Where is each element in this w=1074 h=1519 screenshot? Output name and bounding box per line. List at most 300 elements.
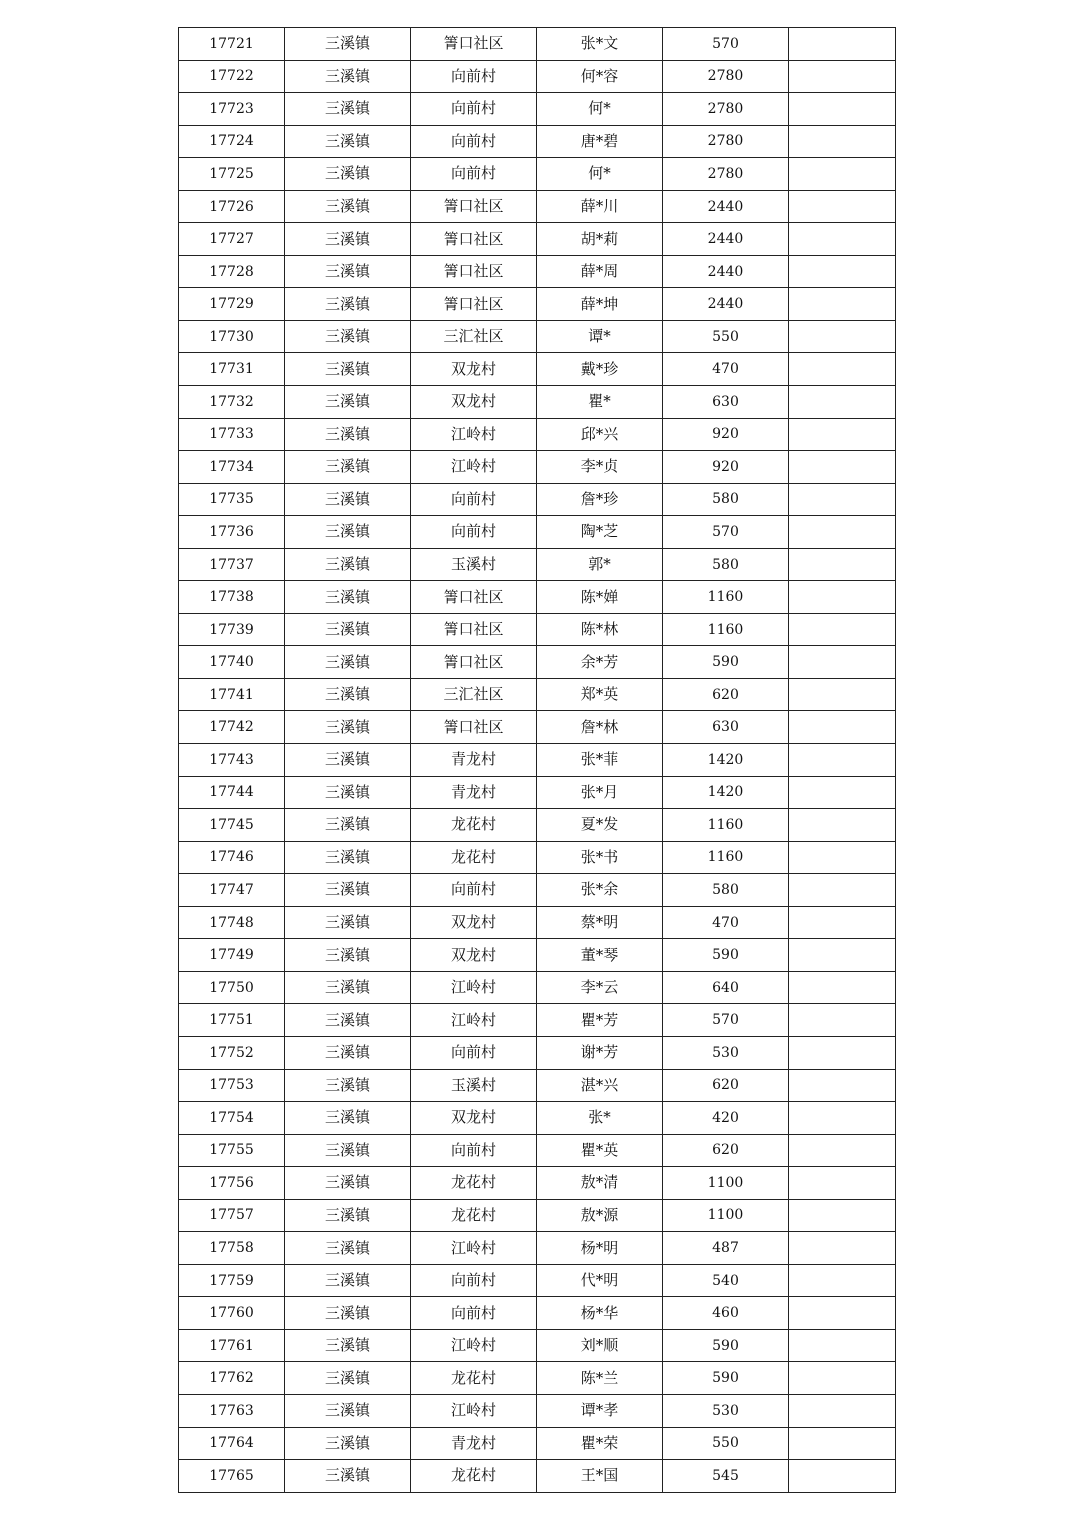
person-name-cell: 詹*珍 xyxy=(537,483,663,516)
town-cell: 三溪镇 xyxy=(285,1036,411,1069)
amount-cell: 590 xyxy=(663,1329,789,1362)
table-row xyxy=(179,418,896,451)
town-cell: 三溪镇 xyxy=(285,1297,411,1330)
table-row xyxy=(179,1362,896,1395)
amount-cell: 2780 xyxy=(663,158,789,191)
person-name-cell: 李*贞 xyxy=(537,451,663,484)
amount-cell: 2780 xyxy=(663,125,789,158)
records-table xyxy=(178,27,896,1493)
town-cell: 三溪镇 xyxy=(285,1427,411,1460)
town-cell: 三溪镇 xyxy=(285,678,411,711)
amount-cell: 570 xyxy=(663,516,789,549)
table-row xyxy=(179,158,896,191)
table-row xyxy=(179,711,896,744)
note-cell xyxy=(789,1167,896,1200)
person-name-cell: 谭*孝 xyxy=(537,1394,663,1427)
amount-cell: 530 xyxy=(663,1394,789,1427)
village-cell: 江岭村 xyxy=(411,1004,537,1037)
note-cell xyxy=(789,1297,896,1330)
person-name-cell: 薛*周 xyxy=(537,255,663,288)
table-row xyxy=(179,255,896,288)
note-cell xyxy=(789,939,896,972)
record-id-cell: 17730 xyxy=(179,320,285,353)
village-cell: 龙花村 xyxy=(411,1199,537,1232)
village-cell: 双龙村 xyxy=(411,386,537,419)
village-cell: 三汇社区 xyxy=(411,678,537,711)
amount-cell: 920 xyxy=(663,451,789,484)
table-row xyxy=(179,1102,896,1135)
table-row xyxy=(179,548,896,581)
note-cell xyxy=(789,1427,896,1460)
village-cell: 向前村 xyxy=(411,93,537,126)
town-cell: 三溪镇 xyxy=(285,255,411,288)
village-cell: 箐口社区 xyxy=(411,190,537,223)
village-cell: 向前村 xyxy=(411,516,537,549)
record-id-cell: 17744 xyxy=(179,776,285,809)
record-id-cell: 17753 xyxy=(179,1069,285,1102)
town-cell: 三溪镇 xyxy=(285,1069,411,1102)
amount-cell: 1160 xyxy=(663,613,789,646)
record-id-cell: 17751 xyxy=(179,1004,285,1037)
amount-cell: 620 xyxy=(663,1134,789,1167)
note-cell xyxy=(789,93,896,126)
person-name-cell: 瞿*荣 xyxy=(537,1427,663,1460)
note-cell xyxy=(789,60,896,93)
note-cell xyxy=(789,1069,896,1102)
record-id-cell: 17763 xyxy=(179,1394,285,1427)
village-cell: 向前村 xyxy=(411,60,537,93)
record-id-cell: 17755 xyxy=(179,1134,285,1167)
record-id-cell: 17725 xyxy=(179,158,285,191)
amount-cell: 470 xyxy=(663,906,789,939)
village-cell: 箐口社区 xyxy=(411,255,537,288)
table-row xyxy=(179,1460,896,1493)
village-cell: 向前村 xyxy=(411,125,537,158)
record-id-cell: 17765 xyxy=(179,1460,285,1493)
table-row xyxy=(179,1199,896,1232)
person-name-cell: 瞿* xyxy=(537,386,663,419)
table-row xyxy=(179,809,896,842)
amount-cell: 640 xyxy=(663,971,789,1004)
note-cell xyxy=(789,288,896,321)
village-cell: 青龙村 xyxy=(411,776,537,809)
note-cell xyxy=(789,874,896,907)
amount-cell: 1420 xyxy=(663,776,789,809)
note-cell xyxy=(789,158,896,191)
town-cell: 三溪镇 xyxy=(285,288,411,321)
person-name-cell: 薛*川 xyxy=(537,190,663,223)
table-row xyxy=(179,744,896,777)
note-cell xyxy=(789,1102,896,1135)
amount-cell: 2780 xyxy=(663,93,789,126)
record-id-cell: 17726 xyxy=(179,190,285,223)
amount-cell: 580 xyxy=(663,548,789,581)
note-cell xyxy=(789,320,896,353)
amount-cell: 570 xyxy=(663,28,789,61)
person-name-cell: 李*云 xyxy=(537,971,663,1004)
village-cell: 龙花村 xyxy=(411,809,537,842)
person-name-cell: 邱*兴 xyxy=(537,418,663,451)
person-name-cell: 郑*英 xyxy=(537,678,663,711)
person-name-cell: 陈*兰 xyxy=(537,1362,663,1395)
amount-cell: 1420 xyxy=(663,744,789,777)
person-name-cell: 何*容 xyxy=(537,60,663,93)
table-row xyxy=(179,125,896,158)
note-cell xyxy=(789,1232,896,1265)
town-cell: 三溪镇 xyxy=(285,93,411,126)
note-cell xyxy=(789,1329,896,1362)
village-cell: 江岭村 xyxy=(411,1232,537,1265)
village-cell: 双龙村 xyxy=(411,906,537,939)
town-cell: 三溪镇 xyxy=(285,613,411,646)
person-name-cell: 夏*发 xyxy=(537,809,663,842)
town-cell: 三溪镇 xyxy=(285,906,411,939)
person-name-cell: 张*余 xyxy=(537,874,663,907)
person-name-cell: 陶*芝 xyxy=(537,516,663,549)
note-cell xyxy=(789,190,896,223)
village-cell: 青龙村 xyxy=(411,1427,537,1460)
table-row xyxy=(179,451,896,484)
table-row xyxy=(179,1297,896,1330)
village-cell: 向前村 xyxy=(411,1297,537,1330)
record-id-cell: 17762 xyxy=(179,1362,285,1395)
amount-cell: 570 xyxy=(663,1004,789,1037)
town-cell: 三溪镇 xyxy=(285,353,411,386)
village-cell: 龙花村 xyxy=(411,1460,537,1493)
town-cell: 三溪镇 xyxy=(285,1102,411,1135)
village-cell: 双龙村 xyxy=(411,939,537,972)
village-cell: 箐口社区 xyxy=(411,613,537,646)
town-cell: 三溪镇 xyxy=(285,483,411,516)
town-cell: 三溪镇 xyxy=(285,190,411,223)
town-cell: 三溪镇 xyxy=(285,60,411,93)
table-row xyxy=(179,483,896,516)
town-cell: 三溪镇 xyxy=(285,516,411,549)
note-cell xyxy=(789,255,896,288)
town-cell: 三溪镇 xyxy=(285,451,411,484)
amount-cell: 545 xyxy=(663,1460,789,1493)
town-cell: 三溪镇 xyxy=(285,158,411,191)
amount-cell: 2440 xyxy=(663,190,789,223)
note-cell xyxy=(789,1394,896,1427)
amount-cell: 420 xyxy=(663,1102,789,1135)
note-cell xyxy=(789,1362,896,1395)
record-id-cell: 17749 xyxy=(179,939,285,972)
record-id-cell: 17740 xyxy=(179,646,285,679)
village-cell: 江岭村 xyxy=(411,1329,537,1362)
amount-cell: 460 xyxy=(663,1297,789,1330)
town-cell: 三溪镇 xyxy=(285,874,411,907)
village-cell: 箐口社区 xyxy=(411,288,537,321)
village-cell: 三汇社区 xyxy=(411,320,537,353)
record-id-cell: 17729 xyxy=(179,288,285,321)
town-cell: 三溪镇 xyxy=(285,1264,411,1297)
amount-cell: 2440 xyxy=(663,223,789,256)
record-id-cell: 17731 xyxy=(179,353,285,386)
table-row xyxy=(179,776,896,809)
note-cell xyxy=(789,613,896,646)
person-name-cell: 张*月 xyxy=(537,776,663,809)
table-row xyxy=(179,386,896,419)
record-id-cell: 17752 xyxy=(179,1036,285,1069)
town-cell: 三溪镇 xyxy=(285,809,411,842)
record-id-cell: 17764 xyxy=(179,1427,285,1460)
village-cell: 双龙村 xyxy=(411,1102,537,1135)
town-cell: 三溪镇 xyxy=(285,28,411,61)
table-row xyxy=(179,874,896,907)
table-row xyxy=(179,613,896,646)
person-name-cell: 敖*源 xyxy=(537,1199,663,1232)
village-cell: 龙花村 xyxy=(411,841,537,874)
village-cell: 向前村 xyxy=(411,874,537,907)
table-row xyxy=(179,353,896,386)
town-cell: 三溪镇 xyxy=(285,320,411,353)
amount-cell: 590 xyxy=(663,939,789,972)
amount-cell: 530 xyxy=(663,1036,789,1069)
note-cell xyxy=(789,28,896,61)
record-id-cell: 17758 xyxy=(179,1232,285,1265)
person-name-cell: 胡*莉 xyxy=(537,223,663,256)
person-name-cell: 戴*珍 xyxy=(537,353,663,386)
town-cell: 三溪镇 xyxy=(285,1329,411,1362)
record-id-cell: 17741 xyxy=(179,678,285,711)
town-cell: 三溪镇 xyxy=(285,646,411,679)
town-cell: 三溪镇 xyxy=(285,1199,411,1232)
village-cell: 向前村 xyxy=(411,158,537,191)
town-cell: 三溪镇 xyxy=(285,1004,411,1037)
table-row xyxy=(179,678,896,711)
table-row xyxy=(179,320,896,353)
record-id-cell: 17745 xyxy=(179,809,285,842)
person-name-cell: 杨*华 xyxy=(537,1297,663,1330)
village-cell: 江岭村 xyxy=(411,418,537,451)
person-name-cell: 谭* xyxy=(537,320,663,353)
person-name-cell: 瞿*英 xyxy=(537,1134,663,1167)
note-cell xyxy=(789,516,896,549)
note-cell xyxy=(789,1264,896,1297)
town-cell: 三溪镇 xyxy=(285,1167,411,1200)
table-row xyxy=(179,841,896,874)
town-cell: 三溪镇 xyxy=(285,1460,411,1493)
note-cell xyxy=(789,971,896,1004)
record-id-cell: 17727 xyxy=(179,223,285,256)
record-id-cell: 17732 xyxy=(179,386,285,419)
record-id-cell: 17722 xyxy=(179,60,285,93)
note-cell xyxy=(789,809,896,842)
table-row xyxy=(179,1329,896,1362)
town-cell: 三溪镇 xyxy=(285,841,411,874)
amount-cell: 1100 xyxy=(663,1167,789,1200)
note-cell xyxy=(789,711,896,744)
record-id-cell: 17724 xyxy=(179,125,285,158)
person-name-cell: 陈*婵 xyxy=(537,581,663,614)
amount-cell: 550 xyxy=(663,320,789,353)
table-row xyxy=(179,1036,896,1069)
village-cell: 向前村 xyxy=(411,1134,537,1167)
village-cell: 玉溪村 xyxy=(411,1069,537,1102)
table-row xyxy=(179,190,896,223)
table-row xyxy=(179,516,896,549)
amount-cell: 470 xyxy=(663,353,789,386)
record-id-cell: 17735 xyxy=(179,483,285,516)
table-row xyxy=(179,1069,896,1102)
note-cell xyxy=(789,1199,896,1232)
amount-cell: 550 xyxy=(663,1427,789,1460)
village-cell: 箐口社区 xyxy=(411,581,537,614)
village-cell: 箐口社区 xyxy=(411,711,537,744)
town-cell: 三溪镇 xyxy=(285,1134,411,1167)
note-cell xyxy=(789,744,896,777)
note-cell xyxy=(789,581,896,614)
table-row xyxy=(179,1167,896,1200)
person-name-cell: 代*明 xyxy=(537,1264,663,1297)
note-cell xyxy=(789,1134,896,1167)
record-id-cell: 17743 xyxy=(179,744,285,777)
village-cell: 玉溪村 xyxy=(411,548,537,581)
amount-cell: 1100 xyxy=(663,1199,789,1232)
village-cell: 江岭村 xyxy=(411,971,537,1004)
record-id-cell: 17736 xyxy=(179,516,285,549)
village-cell: 龙花村 xyxy=(411,1362,537,1395)
amount-cell: 580 xyxy=(663,874,789,907)
note-cell xyxy=(789,353,896,386)
record-id-cell: 17723 xyxy=(179,93,285,126)
note-cell xyxy=(789,1004,896,1037)
note-cell xyxy=(789,906,896,939)
table-row xyxy=(179,939,896,972)
amount-cell: 630 xyxy=(663,711,789,744)
person-name-cell: 郭* xyxy=(537,548,663,581)
town-cell: 三溪镇 xyxy=(285,386,411,419)
amount-cell: 1160 xyxy=(663,809,789,842)
person-name-cell: 詹*林 xyxy=(537,711,663,744)
record-id-cell: 17737 xyxy=(179,548,285,581)
village-cell: 江岭村 xyxy=(411,1394,537,1427)
record-id-cell: 17750 xyxy=(179,971,285,1004)
village-cell: 箐口社区 xyxy=(411,646,537,679)
record-id-cell: 17746 xyxy=(179,841,285,874)
person-name-cell: 何* xyxy=(537,158,663,191)
table-row xyxy=(179,971,896,1004)
record-id-cell: 17733 xyxy=(179,418,285,451)
village-cell: 江岭村 xyxy=(411,451,537,484)
record-id-cell: 17734 xyxy=(179,451,285,484)
person-name-cell: 湛*兴 xyxy=(537,1069,663,1102)
person-name-cell: 薛*坤 xyxy=(537,288,663,321)
person-name-cell: 董*琴 xyxy=(537,939,663,972)
amount-cell: 1160 xyxy=(663,841,789,874)
note-cell xyxy=(789,1036,896,1069)
table-row xyxy=(179,906,896,939)
town-cell: 三溪镇 xyxy=(285,1394,411,1427)
table-row xyxy=(179,60,896,93)
amount-cell: 920 xyxy=(663,418,789,451)
person-name-cell: 陈*林 xyxy=(537,613,663,646)
records-body xyxy=(179,28,896,1493)
person-name-cell: 张*菲 xyxy=(537,744,663,777)
table-row xyxy=(179,1394,896,1427)
amount-cell: 620 xyxy=(663,678,789,711)
record-id-cell: 17757 xyxy=(179,1199,285,1232)
amount-cell: 590 xyxy=(663,646,789,679)
table-row xyxy=(179,581,896,614)
person-name-cell: 谢*芳 xyxy=(537,1036,663,1069)
note-cell xyxy=(789,548,896,581)
record-id-cell: 17760 xyxy=(179,1297,285,1330)
town-cell: 三溪镇 xyxy=(285,1232,411,1265)
record-id-cell: 17728 xyxy=(179,255,285,288)
record-id-cell: 17721 xyxy=(179,28,285,61)
note-cell xyxy=(789,451,896,484)
town-cell: 三溪镇 xyxy=(285,971,411,1004)
person-name-cell: 何* xyxy=(537,93,663,126)
record-id-cell: 17747 xyxy=(179,874,285,907)
record-id-cell: 17738 xyxy=(179,581,285,614)
record-id-cell: 17742 xyxy=(179,711,285,744)
amount-cell: 620 xyxy=(663,1069,789,1102)
note-cell xyxy=(789,125,896,158)
note-cell xyxy=(789,418,896,451)
town-cell: 三溪镇 xyxy=(285,711,411,744)
record-id-cell: 17759 xyxy=(179,1264,285,1297)
table-row xyxy=(179,223,896,256)
record-id-cell: 17756 xyxy=(179,1167,285,1200)
amount-cell: 630 xyxy=(663,386,789,419)
village-cell: 龙花村 xyxy=(411,1167,537,1200)
table-row xyxy=(179,93,896,126)
village-cell: 箐口社区 xyxy=(411,28,537,61)
table-row xyxy=(179,288,896,321)
town-cell: 三溪镇 xyxy=(285,776,411,809)
person-name-cell: 瞿*芳 xyxy=(537,1004,663,1037)
amount-cell: 2780 xyxy=(663,60,789,93)
village-cell: 向前村 xyxy=(411,483,537,516)
person-name-cell: 敖*清 xyxy=(537,1167,663,1200)
town-cell: 三溪镇 xyxy=(285,1362,411,1395)
table-row xyxy=(179,28,896,61)
note-cell xyxy=(789,841,896,874)
note-cell xyxy=(789,223,896,256)
amount-cell: 2440 xyxy=(663,288,789,321)
record-id-cell: 17754 xyxy=(179,1102,285,1135)
village-cell: 双龙村 xyxy=(411,353,537,386)
amount-cell: 540 xyxy=(663,1264,789,1297)
town-cell: 三溪镇 xyxy=(285,548,411,581)
town-cell: 三溪镇 xyxy=(285,418,411,451)
note-cell xyxy=(789,1460,896,1493)
village-cell: 向前村 xyxy=(411,1264,537,1297)
note-cell xyxy=(789,678,896,711)
record-id-cell: 17761 xyxy=(179,1329,285,1362)
note-cell xyxy=(789,483,896,516)
person-name-cell: 杨*明 xyxy=(537,1232,663,1265)
person-name-cell: 王*国 xyxy=(537,1460,663,1493)
table-row xyxy=(179,1134,896,1167)
person-name-cell: 张* xyxy=(537,1102,663,1135)
village-cell: 青龙村 xyxy=(411,744,537,777)
person-name-cell: 唐*碧 xyxy=(537,125,663,158)
record-id-cell: 17739 xyxy=(179,613,285,646)
person-name-cell: 张*文 xyxy=(537,28,663,61)
amount-cell: 487 xyxy=(663,1232,789,1265)
village-cell: 向前村 xyxy=(411,1036,537,1069)
amount-cell: 580 xyxy=(663,483,789,516)
village-cell: 箐口社区 xyxy=(411,223,537,256)
note-cell xyxy=(789,386,896,419)
table-row xyxy=(179,646,896,679)
table-row xyxy=(179,1264,896,1297)
person-name-cell: 张*书 xyxy=(537,841,663,874)
